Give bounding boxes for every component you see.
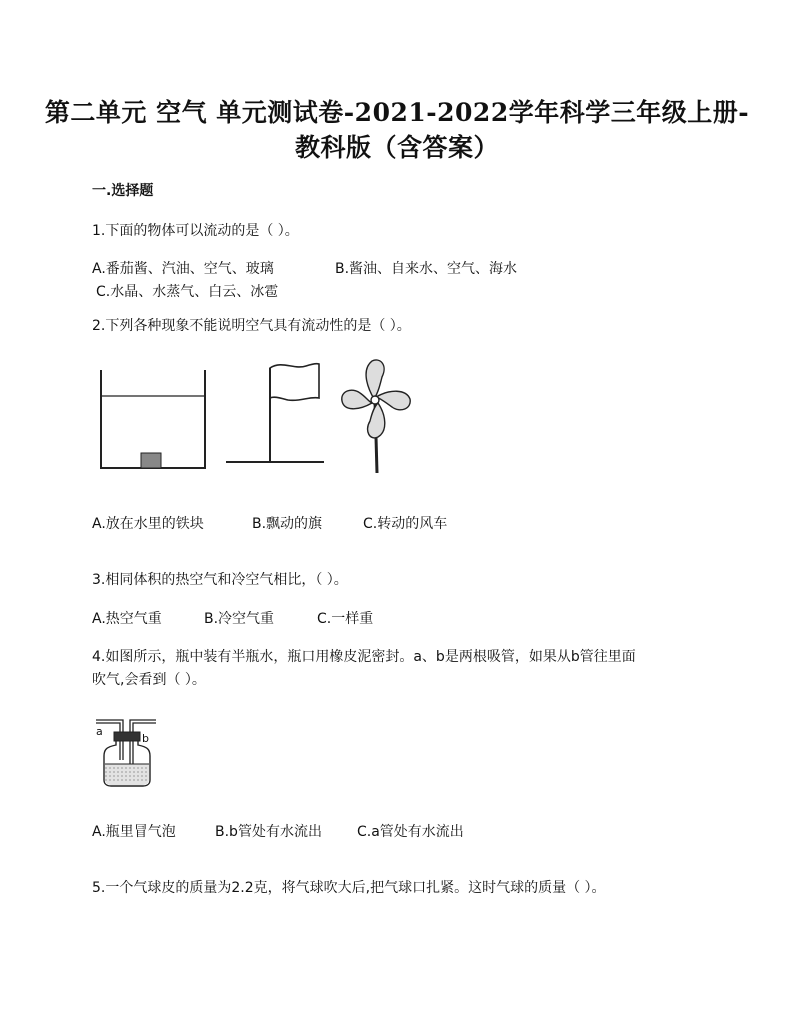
question-1-text: 1.下面的物体可以流动的是（ ）。 (92, 223, 299, 239)
pinwheel-icon (336, 355, 416, 475)
q3-option-c: C.一样重 (317, 611, 374, 627)
water-container-with-iron-block-icon (96, 362, 216, 472)
question-1-options (92, 258, 517, 278)
q3-option-b: B.冷空气重 (204, 611, 275, 627)
q2-option-b: B.飘动的旗 (252, 516, 323, 532)
straw-b-label: b (142, 732, 149, 745)
document-title-line1: 第二单元 空气 单元测试卷-2021-2022学年科学三年级上册- (44, 98, 750, 127)
bottle-with-straws-icon (94, 712, 164, 787)
q1-option-b: B.酱油、自来水、空气、海水 (335, 261, 518, 277)
q4-option-a: A.瓶里冒气泡 (92, 824, 176, 840)
q3-option-a: A.热空气重 (92, 611, 162, 627)
question-2-options (92, 513, 447, 533)
question-5-text: 5.一个气球皮的质量为2.2克，将气球吹大后,把气球口扎紧。这时气球的质量（ ）。 (92, 880, 606, 896)
question-3-text: 3.相同体积的热空气和冷空气相比，（ ）。 (92, 572, 348, 588)
q1-option-c: C.水晶、水蒸气、白云、冰雹 (96, 284, 279, 300)
question-2-text: 2.下列各种现象不能说明空气具有流动性的是（ ）。 (92, 318, 411, 334)
waving-flag-icon (222, 358, 332, 468)
question-4-text-line2: 吹气,会看到（ ）。 (92, 672, 206, 688)
document-title-line2: 教科版（含答案） (294, 133, 499, 162)
section-heading: 一.选择题 (92, 183, 154, 199)
q2-option-c: C.转动的风车 (363, 516, 448, 532)
q2-option-a: A.放在水里的铁块 (92, 516, 204, 532)
q1-option-a: A.番茄酱、汽油、空气、玻璃 (92, 261, 274, 277)
question-4-options (92, 821, 464, 841)
question-3-options (92, 608, 373, 628)
q4-option-c: C.a管处有水流出 (357, 824, 464, 840)
q4-option-b: B.b管处有水流出 (215, 824, 322, 840)
question-4-text-line1: 4.如图所示，瓶中装有半瓶水，瓶口用橡皮泥密封。a、b是两根吸管，如果从b管往里面 (92, 649, 636, 665)
straw-a-label: a (96, 725, 103, 738)
